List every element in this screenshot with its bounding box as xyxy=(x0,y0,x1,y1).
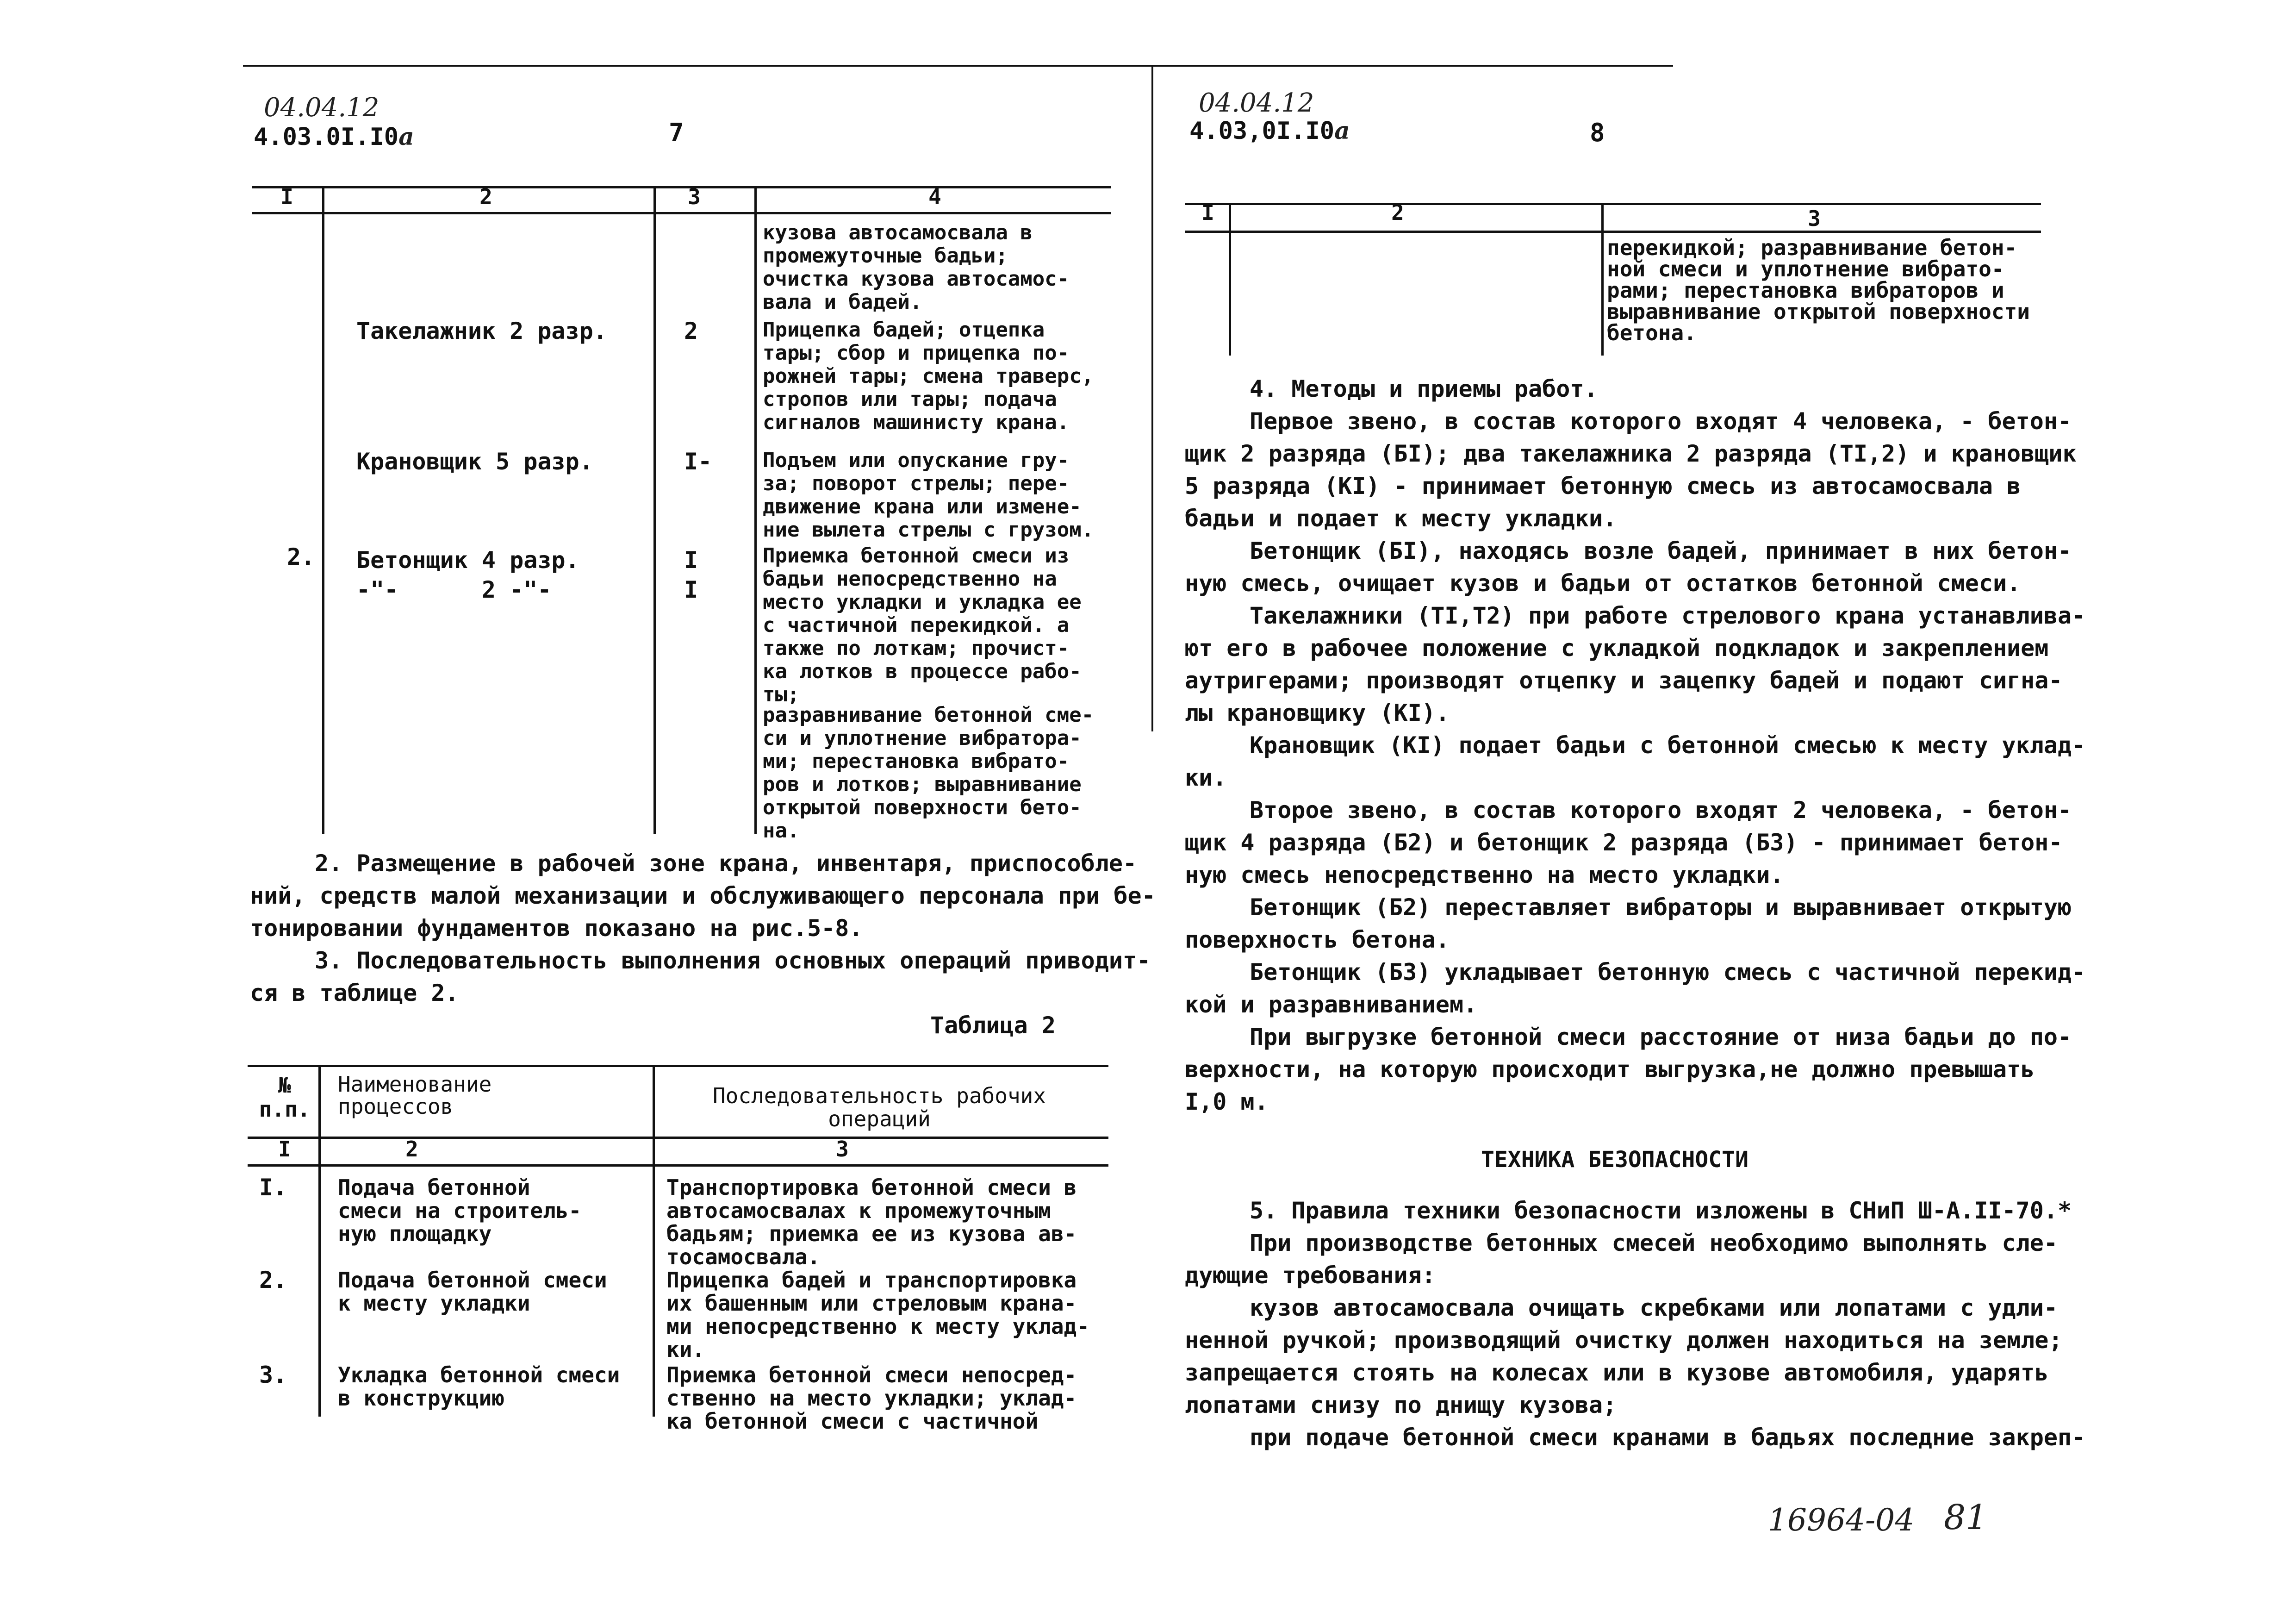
safety-line-3: кузов автосамосвала очищать скребками или лопатами с удли- xyxy=(1250,1294,2058,1321)
table2-caption: Таблица 2 xyxy=(930,1012,1056,1039)
s4-line-21: I,0 м. xyxy=(1185,1088,1269,1115)
right-page-number: 8 xyxy=(1590,118,1605,147)
s4-line-20: верхности, на которую происходит выгрузка,не должно превышать xyxy=(1185,1056,2035,1083)
para2-line1: 2. Размещение в рабочей зоне крана, инвентаря, приспособле- xyxy=(315,850,1137,877)
table1-row3-qty: I I xyxy=(684,547,698,603)
s4-line-7: ют его в рабочее положение с укладкой подкладок и закреплением xyxy=(1185,635,2049,662)
safety-line-0: 5. Правила техники безопасности изложены в СНиП Ш-А.II-70.* xyxy=(1250,1197,2072,1224)
s4-line-11: ки. xyxy=(1185,764,1227,791)
table1-row3-name: Бетонщик 4 разр. -"- 2 -"- xyxy=(356,547,579,603)
table1-row2-desc: Подъем или опускание гру- за; поворот стрелы; пере- движение крана или измене- ние вылета стрелы с грузом. xyxy=(763,449,1094,542)
s4-line-4: Бетонщик (БI), находясь возле бадей, принимает в них бетон- xyxy=(1250,537,2072,564)
s4-line-5: ную смесь, очищает кузов и бадьи от остатков бетонной смеси. xyxy=(1185,570,2021,597)
table1-row1-qty: 2 xyxy=(684,318,698,344)
para2-line3: тонировании фундаментов показано на рис.5-8. xyxy=(250,915,863,942)
right-table-header-rule xyxy=(1185,231,2041,233)
safety-line-5: запрещается стоять на колесах или в кузове автомобиля, ударять xyxy=(1185,1359,2049,1386)
table1-header-2: 2 xyxy=(479,184,492,209)
table2-row2-seq: Приемка бетонной смеси непосред- ственно на место укладки; уклад- ка бетонной смеси с частичной xyxy=(666,1362,1077,1434)
table2-row2-name: Укладка бетонной смеси в конструкцию xyxy=(338,1362,620,1411)
s4-line-15: Бетонщик (Б2) переставляет вибраторы и выравнивает открытую xyxy=(1250,894,2072,921)
table2-subheader-1: I xyxy=(278,1137,291,1162)
table1-row2-qty: I- xyxy=(684,448,712,475)
s4-line-0: Первое звено, в состав которого входят 4 человека, - бетон- xyxy=(1250,408,2072,435)
table2-header-num: № п.п. xyxy=(259,1073,311,1122)
safety-title: ТЕХНИКА БЕЗОПАСНОСТИ xyxy=(1481,1147,1748,1173)
table1-row4-desc: разравнивание бетонной сме- си и уплотнение вибратора- ми; перестановка вибрато- ров и лотков; выравнивание открытой поверхности бето- на. xyxy=(763,703,1094,843)
right-table-header-1: I xyxy=(1201,200,1214,225)
left-doc-code-text: 4.03.0I.I0 xyxy=(254,123,399,151)
table2-subheader-2: 2 xyxy=(405,1137,418,1162)
s4-line-10: Крановщик (КI) подает бадьи с бетонной смесью к месту уклад- xyxy=(1250,732,2086,759)
right-doc-suffix: а xyxy=(1334,117,1350,145)
table2-row2-num: 3. xyxy=(259,1362,287,1388)
table1-col-rule-1 xyxy=(322,186,324,834)
para2-line2: ний, средств малой механизации и обслуживающего персонала при бе- xyxy=(250,882,1156,909)
page-divider xyxy=(1151,65,1153,731)
s4-line-8: аутригерами; производят отцепку и зацепку бадей и подают сигна- xyxy=(1185,667,2063,694)
table1-row2-name: Крановщик 5 разр. xyxy=(356,448,593,475)
table2-col-rule-1 xyxy=(318,1065,321,1417)
section4-title: 4. Методы и приемы работ. xyxy=(1250,375,1598,402)
s4-line-19: При выгрузке бетонной смеси расстояние от низа бадьи до по- xyxy=(1250,1024,2072,1050)
table2-row1-num: 2. xyxy=(259,1267,287,1293)
table2-header-seq: Последовательность рабочих операций xyxy=(712,1083,1046,1131)
table2-col-rule-2 xyxy=(653,1065,655,1417)
table1-header-4: 4 xyxy=(928,184,941,209)
right-doc-code xyxy=(1189,117,1350,145)
table2-header-name: Наименование процессов xyxy=(338,1072,492,1119)
table1-col-rule-2 xyxy=(653,186,656,834)
s4-line-17: Бетонщик (Б3) укладывает бетонную смесь с частичной перекид- xyxy=(1250,959,2086,986)
right-table-col-rule-2 xyxy=(1601,203,1604,356)
table1-row0-desc: кузова автосамосвала в промежуточные бадьи; очистка кузова автосамос- вала и бадей. xyxy=(763,221,1070,314)
right-table-row-desc: перекидкой; разравнивание бетон- ной смеси и уплотнение вибрато- рами; перестановка вибраторов и выравнивание открытой поверхности бетона. xyxy=(1607,235,2030,345)
s4-line-14: ную смесь непосредственно на место укладки. xyxy=(1185,862,1784,888)
s4-line-9: лы крановщику (КI). xyxy=(1185,700,1450,726)
table2-row0-num: I. xyxy=(259,1174,287,1201)
safety-line-4: ненной ручкой; производящий очистку должен находиться на земле; xyxy=(1185,1327,2063,1354)
s4-line-13: щик 4 разряда (Б2) и бетонщик 2 разряда (Б3) - принимает бетон- xyxy=(1185,829,2063,856)
table2-row1-name: Подача бетонной смеси к месту укладки xyxy=(338,1268,607,1316)
safety-line-2: дующие требования: xyxy=(1185,1262,1436,1289)
table2-row0-name: Подача бетонной смеси на строитель- ную площадку xyxy=(338,1175,582,1246)
table1-row1-desc: Прицепка бадей; отцепка тары; сбор и прицепка по- рожней тары; смена траверс, стропов или тары; подача сигналов машинисту крана. xyxy=(763,318,1094,434)
table1-header-3: 3 xyxy=(688,184,701,209)
table2-row1-seq: Прицепка бадей и транспортировка их башенным или стреловым крана- ми непосредственно к месту уклад- ки. xyxy=(666,1268,1089,1362)
safety-line-6: лопатами снизу по днищу кузова; xyxy=(1185,1392,1617,1418)
top-rule xyxy=(243,65,1673,67)
para3-line2: ся в таблице 2. xyxy=(250,980,459,1006)
table2-top-rule xyxy=(248,1065,1108,1067)
s4-line-2: 5 разряда (КI) - принимает бетонную смесь из автосамосвала в xyxy=(1185,473,2021,500)
table1-col-rule-3 xyxy=(754,186,757,834)
s4-line-16: поверхность бетона. xyxy=(1185,926,1450,953)
table1-header-rule xyxy=(252,212,1111,214)
s4-line-12: Второе звено, в состав которого входят 2 человека, - бетон- xyxy=(1250,797,2072,824)
right-table-header-2: 2 xyxy=(1391,200,1404,225)
left-doc-code xyxy=(254,123,414,151)
table2-subheader-rule xyxy=(248,1164,1108,1167)
s4-line-3: бадьи и подает к месту укладки. xyxy=(1185,505,1617,532)
s4-line-6: Такелажники (ТI,Т2) при работе стрелового крана устанавлива- xyxy=(1250,602,2086,629)
table1-row3-num: 2. xyxy=(287,543,315,570)
s4-line-18: кой и разравниванием. xyxy=(1185,991,1478,1018)
s4-line-1: щик 2 разряда (БI); два такелажника 2 разряда (ТI,2) и крановщик xyxy=(1185,440,2077,467)
footer-handwritten-number: 16964-04 xyxy=(1768,1502,1915,1538)
left-page-number: 7 xyxy=(669,118,684,147)
safety-line-7: при подаче бетонной смеси кранами в бадьях последние закреп- xyxy=(1250,1424,2086,1451)
right-table-header-3: 3 xyxy=(1808,206,1821,231)
left-doc-suffix: а xyxy=(398,123,414,151)
right-table-top-rule xyxy=(1185,203,2041,205)
table2-row0-seq: Транспортировка бетонной смеси в автосамосвалах к промежуточным бадьям; приемка ее из кузова ав- тосамосвала. xyxy=(666,1175,1077,1269)
right-handwritten-code: 04.04.12 xyxy=(1199,88,1314,118)
safety-line-1: При производстве бетонных смесей необходимо выполнять сле- xyxy=(1250,1230,2058,1256)
footer-page-number: 81 xyxy=(1944,1498,1988,1537)
para3-line1: 3. Последовательность выполнения основных операций приводит- xyxy=(315,947,1151,974)
right-table-col-rule-1 xyxy=(1229,203,1231,356)
table1-row1-name: Такелажник 2 разр. xyxy=(356,318,607,344)
left-handwritten-code: 04.04.12 xyxy=(264,93,380,123)
table1-row3-desc: Приемка бетонной смеси из бадьи непосредственно на место укладки и укладка ее с частичной перекидкой. а также по лоткам; прочист- ка лотков в процессе рабо- ты; xyxy=(763,544,1082,706)
right-doc-code-text: 4.03,0I.I0 xyxy=(1189,117,1335,145)
table1-header-1: I xyxy=(280,184,293,209)
table2-subheader-3: 3 xyxy=(836,1137,849,1162)
